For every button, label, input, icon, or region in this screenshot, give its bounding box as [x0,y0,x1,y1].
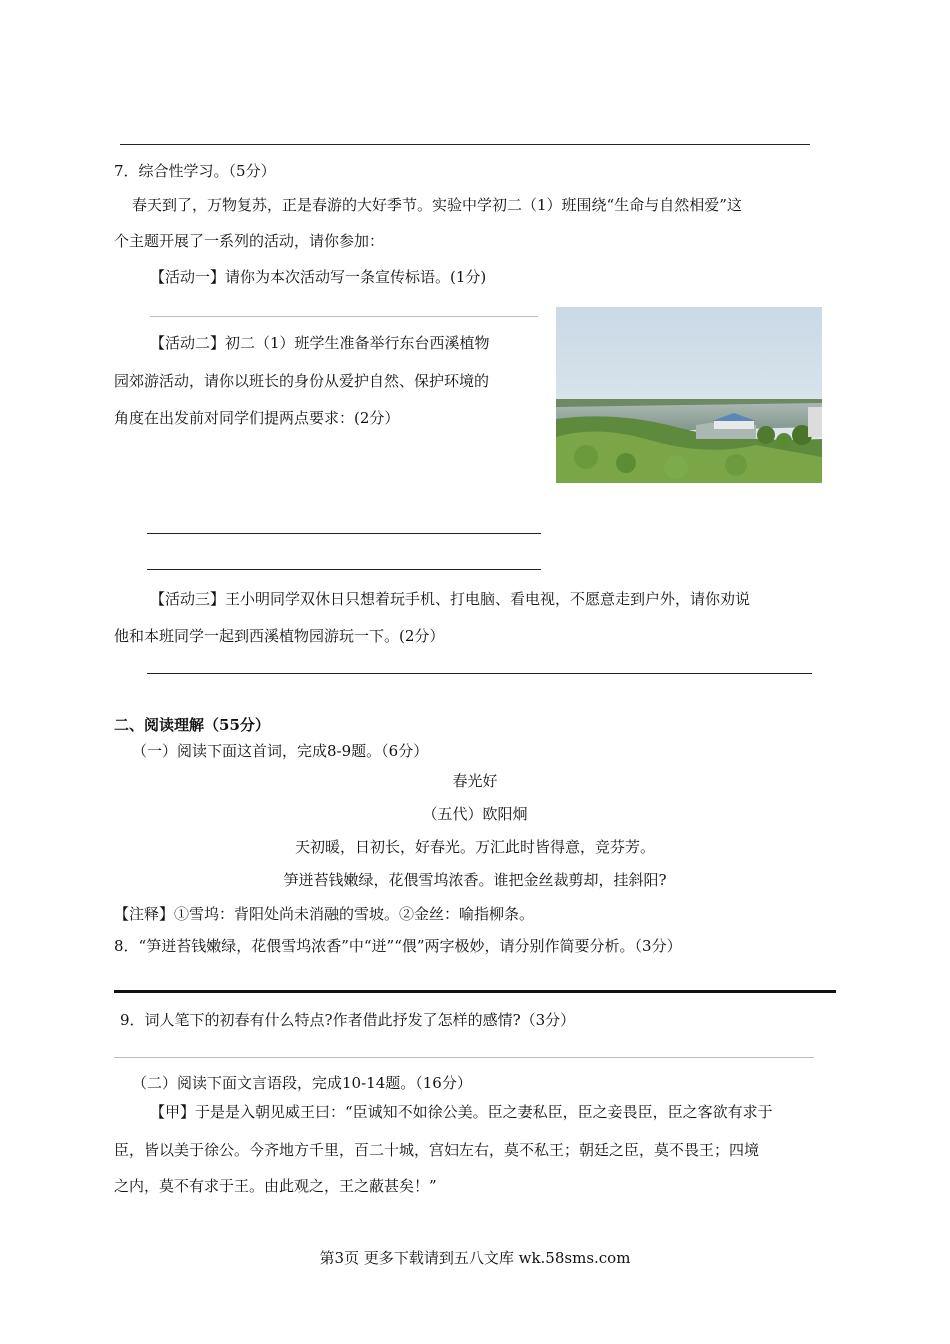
q8-text: 8．“笋迸苔钱嫩绿，花偎雪坞浓香”中“迸”“偎”两字极妙，请分别作简要分析。（3分） [114,937,682,955]
poem-line1: 天初暖，日初长，好春光。万汇此时皆得意，竞芬芳。 [294,838,655,856]
part2-intro: （二）阅读下面文言语段，完成10-14题。（16分） [132,1074,472,1092]
answer-line-top [120,144,810,145]
q7-activity3-line1: 【活动三】王小明同学双休日只想着玩手机、打电脑、看电视，不愿意走到户外，请你劝说 [150,590,751,608]
q7-activity2-line3: 角度在出发前对同学们提两点要求：(2分） [114,409,400,427]
q7-intro-line2: 个主题开展了一系列的活动，请你参加： [114,232,385,250]
part1-intro: （一）阅读下面这首词，完成8-9题。（6分） [132,742,429,760]
answer-line-activity2-b [147,569,541,570]
q9-text: 9．词人笔下的初春有什么特点?作者借此抒发了怎样的感情?（3分） [120,1011,576,1029]
poem-line2: 笋迸苔钱嫩绿，花偎雪坞浓香。谁把金丝裁剪却，挂斜阳? [283,871,667,889]
poem-author: （五代）欧阳炯 [422,805,528,823]
poem-title: 春光好 [452,772,498,790]
q7-activity2-line1: 【活动二】初二（1）班学生准备举行东台西溪植物 [150,334,490,352]
page-footer: 第3页 更多下载请到五八文库 wk.58sms.com [319,1249,631,1267]
q7-activity2-line2: 园郊游活动，请你以班长的身份从爱护自然、保护环境的 [114,372,490,390]
answer-line-activity2-a [147,533,541,534]
q7-title: 7．综合性学习。（5分） [114,162,276,180]
answer-line-activity3 [147,673,812,674]
section2-heading: 二、阅读理解（55分） [114,716,270,734]
q7-activity1: 【活动一】请你为本次活动写一条宣传标语。(1分) [150,268,487,286]
jia-line3: 之内，莫不有求于王。由此观之，王之蔽甚矣！” [114,1177,437,1195]
q7-intro-line1: 春天到了，万物复苏，正是春游的大好季节。实验中学初二（1）班围绕“生命与自然相爱”这 [132,196,742,214]
jia-line1: 【甲】于是是入朝见威王曰：“臣诚知不如徐公美。臣之妻私臣，臣之妾畏臣，臣之客欲有求于 [150,1103,773,1121]
answer-line-q9 [114,1057,814,1058]
poem-note: 【注释】①雪坞：背阳处尚未消融的雪坡。②金丝：喻指柳条。 [114,905,535,923]
jia-line2: 臣，皆以美于徐公。今齐地方千里，百二十城，宫妇左右，莫不私王；朝廷之臣，莫不畏王；四境 [114,1141,760,1159]
answer-line-activity1 [150,316,538,317]
q7-activity3-line2: 他和本班同学一起到西溪植物园游玩一下。(2分） [114,627,445,645]
answer-line-q8 [114,990,836,993]
landscape-photo [556,307,822,483]
